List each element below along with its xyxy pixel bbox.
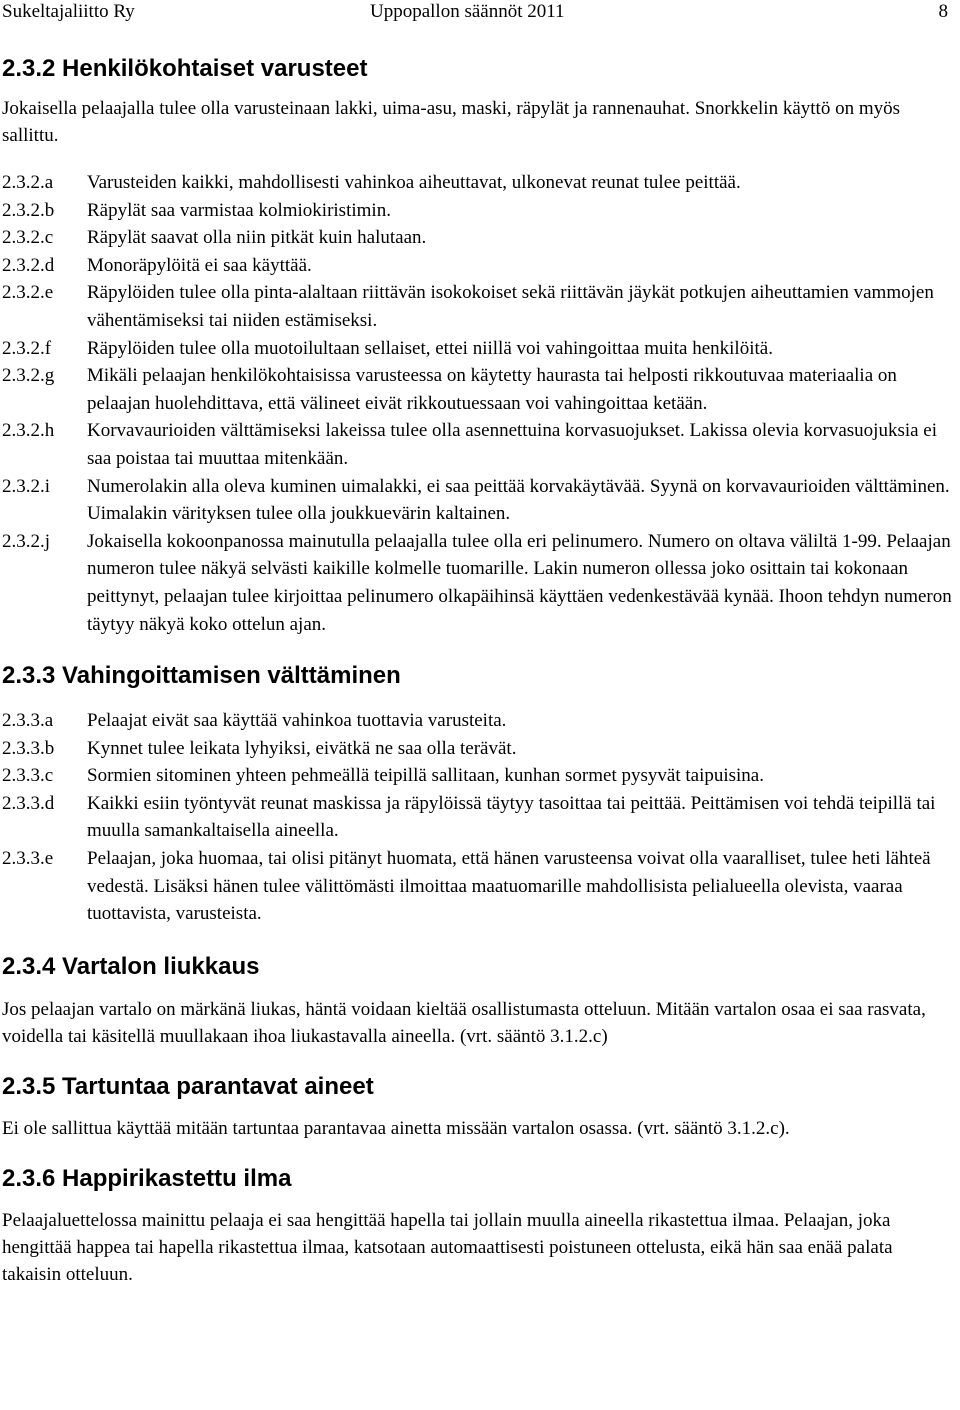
rule-number: 2.3.2.i bbox=[2, 475, 51, 497]
rule-list-2-3-2 bbox=[2, 169, 956, 638]
rule-text: Kynnet tulee leikata lyhyiksi, eivätkä ne saa olla terävät. bbox=[87, 737, 517, 759]
rule-text: Räpylät saavat olla niin pitkät kuin halutaan. bbox=[87, 227, 427, 249]
rule-item bbox=[2, 528, 956, 638]
rule-text: Sormien sitominen yhteen pehmeällä teipillä sallitaan, kunhan sormet pysyvät taipuisina. bbox=[87, 765, 764, 787]
running-header bbox=[0, 0, 960, 26]
section-text-2-3-6: Pelaajaluettelossa mainittu pelaaja ei saa hengittää hapella tai jollain muulla aineella rikastettua ilmaa. Pelaajan, joka hengittää happea tai hapella rikastettua ilmaa, katsotaan automaattisesti poistuneen ottelusta, eikä hän saa enää palata takaisin otteluun. bbox=[2, 1209, 893, 1285]
header-page-number: 8 bbox=[938, 1, 948, 22]
rule-text: Varusteiden kaikki, mahdollisesti vahinkoa aiheuttavat, ulkonevat reunat tulee peittää. bbox=[87, 172, 741, 193]
rule-item bbox=[2, 845, 956, 928]
rule-number: 2.3.2.e bbox=[2, 282, 54, 304]
rule-number: 2.3.3.e bbox=[2, 848, 54, 870]
rule-number: 2.3.3.a bbox=[2, 710, 54, 732]
section-heading-2-3-2: 2.3.2 Henkilökohtaiset varusteet bbox=[2, 55, 368, 82]
header-organization: Sukeltajaliitto Ry bbox=[2, 1, 135, 22]
rule-number: 2.3.2.a bbox=[2, 172, 54, 193]
rule-number: 2.3.3.b bbox=[2, 737, 55, 759]
rule-item bbox=[2, 252, 956, 280]
section-text-2-3-5: Ei ole sallittua käyttää mitään tartuntaa parantavaa ainetta missään vartalon osassa. (vrt. sääntö 3.1.2.c). bbox=[2, 1117, 790, 1139]
rule-text: Räpylät saa varmistaa kolmiokiristimin. bbox=[87, 199, 391, 221]
rule-item bbox=[2, 790, 956, 845]
rule-number: 2.3.2.g bbox=[2, 365, 55, 387]
rule-text: Monoräpylöitä ei saa käyttää. bbox=[87, 254, 312, 276]
rule-text: Mikäli pelaajan henkilökohtaisissa varusteessa on käytetty haurasta tai helposti rikkoutuvaa materiaalia on pelaajan huolehdittava, että välineet eivät rikkoutuessaan voi vahingoittaa ketään. bbox=[87, 365, 897, 414]
rule-item bbox=[2, 417, 956, 472]
rule-item bbox=[2, 169, 956, 197]
rule-text: Numerolakin alla oleva kuminen uimalakki, ei saa peittää korvakäytävää. Syynä on korvavaurioiden välttäminen. Uimalakin värityksen tulee olla joukkuevärin kaltainen. bbox=[87, 475, 950, 525]
section-text-2-3-4: Jos pelaajan vartalo on märkänä liukas, häntä voidaan kieltää osallistumasta otteluun. Mitään vartalon osaa ei saa rasvata, voidella tai käsitellä muullakaan ihoa liukastavalla aineella. (vrt. sääntö 3.1.2.c) bbox=[2, 998, 926, 1047]
rule-number: 2.3.2.f bbox=[2, 337, 52, 359]
section-heading-2-3-6: 2.3.6 Happirikastettu ilma bbox=[2, 1164, 292, 1192]
rule-item bbox=[2, 735, 956, 763]
rule-number: 2.3.2.h bbox=[2, 420, 55, 442]
rule-text: Pelaajat eivät saa käyttää vahinkoa tuottavia varusteita. bbox=[87, 710, 507, 732]
section-heading-2-3-3: 2.3.3 Vahingoittamisen välttäminen bbox=[2, 662, 401, 690]
section-intro-2-3-2: Jokaisella pelaajalla tulee olla varusteinaan lakki, uima-asu, maski, räpylät ja rannenauhat. Snorkkelin käyttö on myös sallittu. bbox=[2, 98, 901, 146]
rule-item bbox=[2, 762, 956, 790]
rule-list-2-3-3 bbox=[2, 707, 956, 928]
rule-text: Räpylöiden tulee olla muotoilultaan sellaiset, ettei niillä voi vahingoittaa muita henkilöitä. bbox=[87, 337, 773, 359]
rule-text: Jokaisella kokoonpanossa mainutulla pelaajalla tulee olla eri pelinumero. Numero on oltava väliltä 1-99. Pelaajan numeron tulee näkyä selvästi kaikille kolmelle tuomarille. Lakin numeron ollessa joko osittain tai kokonaan peittynyt, pelaajan tulee kirjoittaa pelinumero olkapäihinsä käyttäen vedenkestävää kynää. Ihoon tehdyn numeron täytyy näkyä koko ottelun ajan. bbox=[87, 530, 952, 635]
rule-text: Korvavaurioiden välttämiseksi lakeissa tulee olla asennettuina korvasuojukset. Lakissa olevia korvasuojuksia ei saa poistaa tai muuttaa mitenkään. bbox=[87, 420, 938, 469]
section-heading-2-3-5: 2.3.5 Tartuntaa parantavat aineet bbox=[2, 1072, 374, 1100]
rule-item bbox=[2, 707, 956, 735]
document-content bbox=[2, 48, 956, 1288]
rule-item bbox=[2, 335, 956, 363]
rule-text: Pelaajan, joka huomaa, tai olisi pitänyt huomata, että hänen varusteensa voivat olla vaaralliset, tulee heti lähteä vedestä. Lisäksi hänen tulee välittömästi ilmoittaa maatuomarille mahdollisista pelialueella olevista, vaaraa tuottavista, varusteista. bbox=[87, 848, 931, 925]
rule-item bbox=[2, 473, 956, 528]
section-heading-2-3-4: 2.3.4 Vartalon liukkaus bbox=[2, 952, 260, 980]
rule-number: 2.3.3.d bbox=[2, 792, 55, 814]
header-document-title: Uppopallon säännöt 2011 bbox=[370, 1, 565, 22]
rule-number: 2.3.2.j bbox=[2, 530, 51, 552]
rule-text: Kaikki esiin työntyvät reunat maskissa ja räpylöissä täytyy tasoittaa tai peittää. Peittämisen voi tehdä teipillä tai muulla samankaltaisella aineella. bbox=[87, 792, 936, 842]
rule-text: Räpylöiden tulee olla pinta-alaltaan riittävän isokokoiset sekä riittävän jäykät potkujen aiheuttamien vammojen vähentämiseksi tai niiden estämiseksi. bbox=[87, 282, 934, 331]
rule-number: 2.3.2.c bbox=[2, 227, 54, 249]
rule-item bbox=[2, 279, 956, 334]
rule-item bbox=[2, 197, 956, 225]
rule-number: 2.3.2.d bbox=[2, 254, 55, 276]
rule-item bbox=[2, 362, 956, 417]
rule-number: 2.3.2.b bbox=[2, 199, 55, 221]
rule-item bbox=[2, 224, 956, 252]
rule-number: 2.3.3.c bbox=[2, 765, 54, 787]
